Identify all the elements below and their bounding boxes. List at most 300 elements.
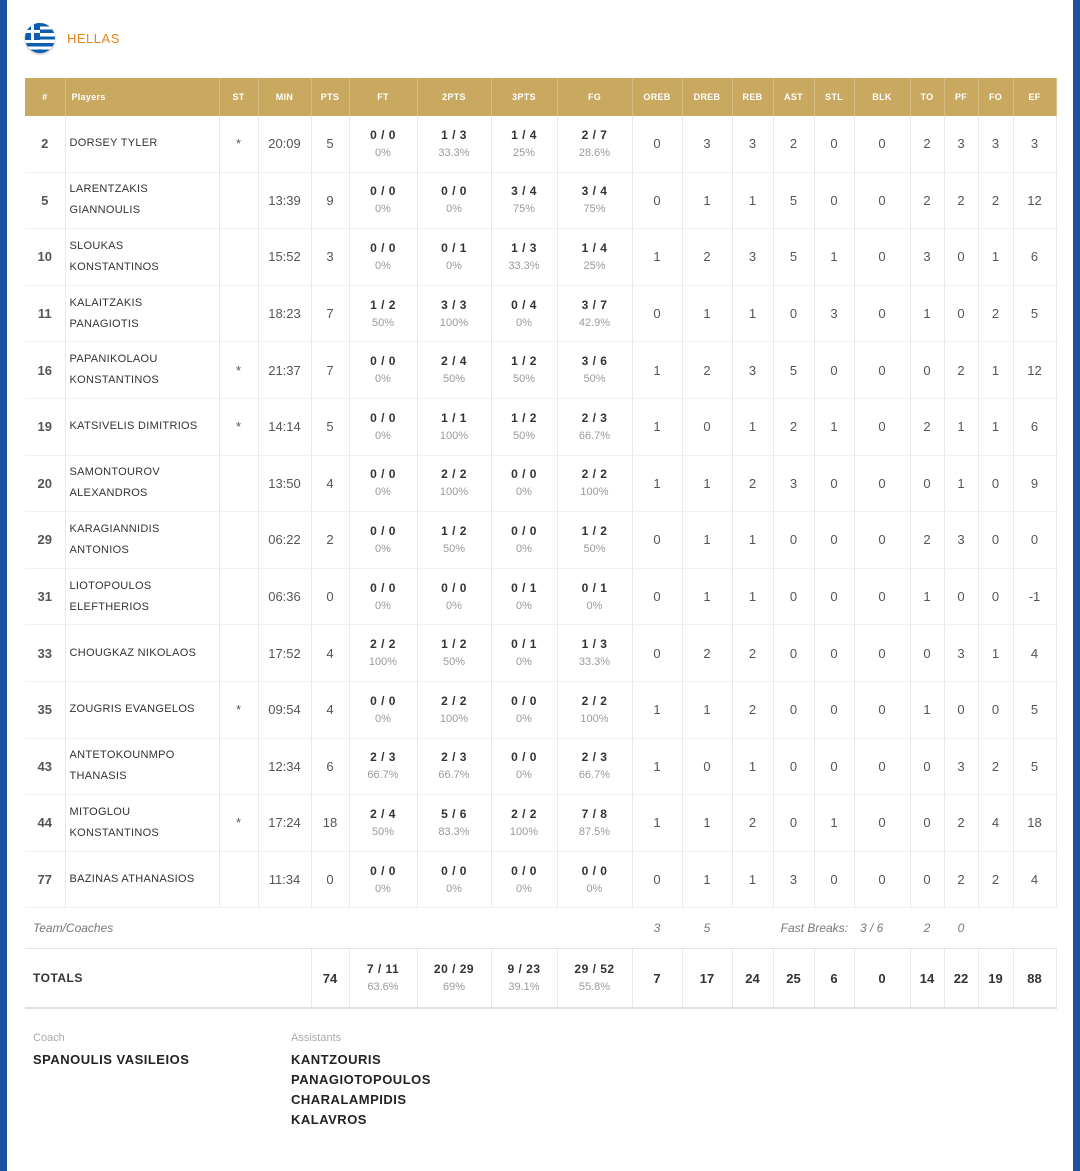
stl-cell: 0 [814, 738, 854, 795]
player-name-line: SLOUKAS [69, 239, 124, 252]
player-row[interactable] [25, 738, 1056, 795]
to-cell: 2 [910, 116, 944, 172]
starter-marker [219, 851, 258, 908]
two-pointers-made: 1 / 1 [441, 410, 467, 425]
points-cell: 0 [311, 568, 349, 625]
coach-name[interactable]: SPANOULIS VASILEIOS [33, 1052, 190, 1067]
field-goals-made: 1 / 3 [581, 637, 608, 652]
free-throws-pct: 0% [375, 486, 391, 499]
field-goals-pct: 66.7% [578, 429, 611, 442]
free-throws-cell [349, 738, 417, 795]
team-coaches-row [25, 908, 1056, 949]
player-name[interactable] [65, 512, 219, 569]
reb-cell: 3 [732, 229, 773, 286]
column-header[interactable]: TO [910, 78, 944, 116]
oreb-cell: 0 [632, 285, 682, 342]
free-throws-made: 0 / 0 [370, 580, 396, 595]
fast-breaks-label: Fast Breaks: [732, 908, 854, 949]
player-number: 29 [25, 512, 65, 569]
oreb-cell: 0 [632, 625, 682, 682]
player-number: 44 [25, 795, 65, 852]
minutes-cell: 17:52 [258, 625, 311, 682]
minutes-cell: 13:39 [258, 172, 311, 229]
player-name-line: ALEXANDROS [69, 487, 148, 500]
totals-label: TOTALS [25, 949, 311, 1009]
player-row[interactable] [25, 512, 1056, 569]
player-name-line: MITOGLOU [69, 805, 131, 818]
to-cell: 0 [910, 455, 944, 512]
player-row[interactable] [25, 172, 1056, 229]
column-header[interactable]: PTS [311, 78, 349, 116]
points-cell: 6 [311, 738, 349, 795]
reb-cell: 1 [732, 172, 773, 229]
field-goals-cell [557, 568, 632, 625]
free-throws-made: 2 / 3 [370, 750, 396, 765]
totals-two-pointers-cell [417, 949, 491, 1009]
field-goals-pct: 28.6% [578, 146, 611, 159]
assistant-list [291, 1050, 431, 1130]
column-header[interactable]: Players [65, 78, 219, 116]
blk-cell: 0 [854, 851, 910, 908]
reb-cell: 2 [732, 795, 773, 852]
oreb-cell: 1 [632, 795, 682, 852]
assistant-name[interactable]: KALAVROS [291, 1112, 367, 1127]
free-throws-made: 0 / 0 [370, 410, 396, 425]
starter-marker [219, 229, 258, 286]
oreb-cell: 1 [632, 398, 682, 455]
player-name-line: KATSIVELIS DIMITRIOS [69, 420, 198, 433]
player-row[interactable] [25, 625, 1056, 682]
fo-cell: 3 [978, 116, 1013, 172]
starter-marker: * [219, 342, 258, 399]
totals-free-throws-pct: 63.6% [367, 981, 399, 994]
totals-oreb-cell: 7 [632, 949, 682, 1009]
player-name[interactable] [65, 738, 219, 795]
points-cell: 4 [311, 455, 349, 512]
starter-marker [219, 625, 258, 682]
column-header[interactable]: DREB [682, 78, 732, 116]
ast-cell: 0 [773, 512, 814, 569]
free-throws-pct: 0% [375, 429, 391, 442]
reb-cell: 1 [732, 512, 773, 569]
three-pointers-cell [491, 285, 557, 342]
two-pointers-made: 0 / 0 [441, 863, 467, 878]
three-pointers-cell [491, 116, 557, 172]
free-throws-cell [349, 398, 417, 455]
stl-cell: 0 [814, 681, 854, 738]
player-name-line: THANASIS [69, 770, 127, 783]
ast-cell: 2 [773, 116, 814, 172]
player-name[interactable] [65, 229, 219, 286]
pf-cell: 3 [944, 738, 978, 795]
three-pointers-made: 0 / 0 [511, 467, 537, 482]
player-name[interactable] [65, 681, 219, 738]
two-pointers-cell [417, 116, 491, 172]
field-goals-cell [557, 398, 632, 455]
column-header[interactable]: AST [773, 78, 814, 116]
column-header[interactable]: 3PTS [491, 78, 557, 116]
player-row[interactable] [25, 229, 1056, 286]
table-body [25, 116, 1056, 1008]
field-goals-cell [557, 229, 632, 286]
to-cell: 2 [910, 172, 944, 229]
three-pointers-made: 0 / 0 [511, 693, 537, 708]
three-pointers-made: 1 / 2 [511, 354, 537, 369]
minutes-cell: 14:14 [258, 398, 311, 455]
column-header[interactable]: REB [732, 78, 773, 116]
three-pointers-made: 2 / 2 [511, 806, 537, 821]
to-cell: 0 [910, 625, 944, 682]
two-pointers-pct: 83.3% [438, 825, 470, 838]
player-name[interactable] [65, 398, 219, 455]
team-dreb-cell: 5 [682, 908, 732, 949]
team-name[interactable]: HELLAS [67, 30, 120, 46]
player-name-line: GIANNOULIS [69, 204, 141, 217]
free-throws-pct: 66.7% [367, 769, 399, 782]
starter-marker [219, 512, 258, 569]
totals-dreb-cell: 17 [682, 949, 732, 1009]
field-goals-pct: 100% [580, 712, 609, 725]
three-pointers-made: 1 / 4 [511, 127, 537, 142]
totals-three-pointers-cell [491, 949, 557, 1009]
empty-cell [978, 908, 1056, 949]
three-pointers-pct: 50% [512, 429, 536, 442]
three-pointers-cell [491, 172, 557, 229]
blk-cell: 0 [854, 398, 910, 455]
fo-cell: 2 [978, 172, 1013, 229]
two-pointers-cell [417, 172, 491, 229]
field-goals-made: 0 / 0 [581, 863, 608, 878]
player-row[interactable] [25, 116, 1056, 172]
starter-marker: * [219, 116, 258, 172]
player-name[interactable] [65, 285, 219, 342]
oreb-cell: 0 [632, 851, 682, 908]
pf-cell: 3 [944, 116, 978, 172]
stl-cell: 0 [814, 116, 854, 172]
assistant-name[interactable]: CHARALAMPIDIS [291, 1092, 407, 1107]
dreb-cell: 1 [682, 681, 732, 738]
column-header[interactable]: PF [944, 78, 978, 116]
player-name[interactable] [65, 455, 219, 512]
three-pointers-pct: 100% [509, 825, 539, 838]
pf-cell: 1 [944, 455, 978, 512]
three-pointers-made: 0 / 0 [511, 863, 537, 878]
fo-cell: 4 [978, 795, 1013, 852]
three-pointers-cell [491, 681, 557, 738]
ef-cell: 12 [1013, 172, 1056, 229]
oreb-cell: 1 [632, 342, 682, 399]
field-goals-made: 3 / 4 [581, 184, 608, 199]
player-name-line: KALAITZAKIS [69, 296, 143, 309]
ef-cell: 3 [1013, 116, 1056, 172]
minutes-cell: 13:50 [258, 455, 311, 512]
stl-cell: 1 [814, 229, 854, 286]
three-pointers-pct: 33.3% [508, 259, 540, 272]
ast-cell: 2 [773, 398, 814, 455]
field-goals-cell [557, 172, 632, 229]
to-cell: 0 [910, 342, 944, 399]
ef-cell: 4 [1013, 625, 1056, 682]
field-goals-made: 2 / 3 [581, 750, 608, 765]
free-throws-pct: 0% [375, 599, 391, 612]
dreb-cell: 1 [682, 512, 732, 569]
totals-blk-cell: 0 [854, 949, 910, 1009]
field-goals-made: 2 / 3 [581, 410, 608, 425]
three-pointers-made: 0 / 1 [511, 637, 537, 652]
player-name-line: DORSEY TYLER [69, 137, 158, 150]
field-goals-pct: 25% [583, 259, 606, 272]
field-goals-made: 2 / 2 [581, 467, 608, 482]
totals-free-throws-cell [349, 949, 417, 1009]
totals-field-goals-cell [557, 949, 632, 1009]
reb-cell: 1 [732, 738, 773, 795]
reb-cell: 1 [732, 285, 773, 342]
column-header[interactable]: MIN [258, 78, 311, 116]
column-header[interactable]: FG [557, 78, 632, 116]
three-pointers-made: 3 / 4 [511, 184, 537, 199]
blk-cell: 0 [854, 342, 910, 399]
pf-cell: 2 [944, 851, 978, 908]
player-name[interactable] [65, 625, 219, 682]
totals-ast-cell: 25 [773, 949, 814, 1009]
field-goals-pct: 0% [586, 882, 603, 895]
player-row[interactable] [25, 342, 1056, 399]
blk-cell: 0 [854, 681, 910, 738]
free-throws-made: 0 / 0 [370, 240, 396, 255]
two-pointers-pct: 0% [446, 599, 462, 612]
totals-two-pointers-pct: 69% [442, 981, 466, 994]
player-row[interactable] [25, 285, 1056, 342]
oreb-cell: 1 [632, 738, 682, 795]
player-row[interactable] [25, 795, 1056, 852]
team-to-cell: 2 [910, 908, 944, 949]
two-pointers-made: 1 / 2 [441, 523, 467, 538]
player-name[interactable] [65, 851, 219, 908]
free-throws-cell [349, 568, 417, 625]
column-header[interactable]: 2PTS [417, 78, 491, 116]
two-pointers-made: 0 / 0 [441, 184, 467, 199]
ef-cell: -1 [1013, 568, 1056, 625]
ef-cell: 5 [1013, 681, 1056, 738]
blk-cell: 0 [854, 568, 910, 625]
assistant-name[interactable]: KANTZOURIS [291, 1052, 382, 1067]
free-throws-pct: 50% [371, 825, 395, 838]
minutes-cell: 06:22 [258, 512, 311, 569]
column-header[interactable]: FT [349, 78, 417, 116]
dreb-cell: 2 [682, 342, 732, 399]
three-pointers-pct: 0% [516, 882, 532, 895]
player-number: 77 [25, 851, 65, 908]
three-pointers-cell [491, 342, 557, 399]
player-name-line: KARAGIANNIDIS [69, 522, 160, 535]
reb-cell: 3 [732, 342, 773, 399]
reb-cell: 1 [732, 851, 773, 908]
fo-cell: 1 [978, 398, 1013, 455]
free-throws-made: 0 / 0 [370, 127, 396, 142]
two-pointers-cell [417, 398, 491, 455]
stl-cell: 0 [814, 851, 854, 908]
player-row[interactable] [25, 398, 1056, 455]
three-pointers-made: 1 / 3 [511, 240, 537, 255]
pf-cell: 2 [944, 795, 978, 852]
stl-cell: 0 [814, 568, 854, 625]
three-pointers-pct: 0% [516, 316, 532, 329]
pf-cell: 0 [944, 285, 978, 342]
three-pointers-cell [491, 512, 557, 569]
three-pointers-cell [491, 851, 557, 908]
player-row[interactable] [25, 681, 1056, 738]
field-goals-made: 3 / 7 [581, 297, 608, 312]
player-name-line: PANAGIOTIS [69, 317, 139, 330]
three-pointers-pct: 0% [516, 486, 532, 499]
field-goals-cell [557, 851, 632, 908]
three-pointers-pct: 50% [512, 373, 536, 386]
blk-cell: 0 [854, 512, 910, 569]
three-pointers-cell [491, 398, 557, 455]
two-pointers-pct: 100% [439, 429, 469, 442]
three-pointers-cell [491, 229, 557, 286]
starter-marker [219, 172, 258, 229]
player-name[interactable] [65, 795, 219, 852]
field-goals-cell [557, 285, 632, 342]
field-goals-pct: 50% [583, 373, 606, 386]
two-pointers-made: 2 / 2 [441, 693, 467, 708]
three-pointers-pct: 0% [516, 542, 532, 555]
free-throws-made: 2 / 4 [370, 806, 396, 821]
two-pointers-pct: 50% [442, 542, 466, 555]
free-throws-cell [349, 342, 417, 399]
assistant-name[interactable]: PANAGIOTOPOULOS [291, 1072, 431, 1087]
column-header[interactable]: OREB [632, 78, 682, 116]
totals-ef-cell: 88 [1013, 949, 1056, 1009]
two-pointers-cell [417, 229, 491, 286]
free-throws-made: 0 / 0 [370, 467, 396, 482]
totals-two-pointers-made: 20 / 29 [433, 962, 475, 977]
three-pointers-made: 0 / 0 [511, 750, 537, 765]
totals-pf-cell: 22 [944, 949, 978, 1009]
column-header[interactable]: EF [1013, 78, 1056, 116]
stl-cell: 1 [814, 398, 854, 455]
player-name[interactable] [65, 342, 219, 399]
player-name-line: KONSTANTINOS [69, 826, 160, 839]
fo-cell: 0 [978, 512, 1013, 569]
totals-three-pointers-pct: 39.1% [508, 981, 540, 994]
two-pointers-made: 2 / 2 [441, 467, 467, 482]
three-pointers-made: 0 / 0 [511, 523, 537, 538]
column-header[interactable]: FO [978, 78, 1013, 116]
two-pointers-made: 1 / 3 [441, 127, 467, 142]
to-cell: 2 [910, 398, 944, 455]
player-name-line: LIOTOPOULOS [69, 579, 152, 592]
free-throws-cell [349, 229, 417, 286]
column-header[interactable]: STL [814, 78, 854, 116]
reb-cell: 3 [732, 116, 773, 172]
player-name[interactable] [65, 172, 219, 229]
dreb-cell: 2 [682, 229, 732, 286]
field-goals-pct: 33.3% [578, 656, 611, 669]
points-cell: 5 [311, 116, 349, 172]
two-pointers-cell [417, 625, 491, 682]
points-cell: 7 [311, 285, 349, 342]
dreb-cell: 2 [682, 625, 732, 682]
three-pointers-pct: 0% [516, 656, 532, 669]
blk-cell: 0 [854, 455, 910, 512]
stl-cell: 3 [814, 285, 854, 342]
field-goals-cell [557, 738, 632, 795]
to-cell: 1 [910, 568, 944, 625]
free-throws-pct: 50% [371, 316, 395, 329]
ef-cell: 4 [1013, 851, 1056, 908]
coach-label: Coach [33, 1032, 65, 1044]
points-cell: 9 [311, 172, 349, 229]
player-name-line: KONSTANTINOS [69, 374, 160, 387]
fo-cell: 1 [978, 625, 1013, 682]
oreb-cell: 1 [632, 681, 682, 738]
player-row[interactable] [25, 851, 1056, 908]
to-cell: 1 [910, 681, 944, 738]
points-cell: 4 [311, 625, 349, 682]
fo-cell: 0 [978, 568, 1013, 625]
column-header[interactable]: # [25, 78, 65, 116]
column-header[interactable]: BLK [854, 78, 910, 116]
blk-cell: 0 [854, 229, 910, 286]
player-row[interactable] [25, 568, 1056, 625]
free-throws-pct: 0% [375, 882, 391, 895]
three-pointers-cell [491, 625, 557, 682]
three-pointers-pct: 0% [516, 712, 532, 725]
free-throws-made: 0 / 0 [370, 523, 396, 538]
team-pf-cell: 0 [944, 908, 978, 949]
dreb-cell: 1 [682, 172, 732, 229]
three-pointers-pct: 25% [512, 146, 536, 159]
three-pointers-cell [491, 795, 557, 852]
three-pointers-made: 1 / 2 [511, 410, 537, 425]
dreb-cell: 0 [682, 738, 732, 795]
totals-field-goals-pct: 55.8% [578, 981, 611, 994]
pf-cell: 0 [944, 681, 978, 738]
totals-stl-cell: 6 [814, 949, 854, 1009]
two-pointers-pct: 66.7% [438, 769, 470, 782]
ef-cell: 9 [1013, 455, 1056, 512]
pf-cell: 2 [944, 342, 978, 399]
column-header[interactable]: ST [219, 78, 258, 116]
player-name[interactable] [65, 116, 219, 172]
free-throws-pct: 0% [375, 712, 391, 725]
free-throws-cell [349, 625, 417, 682]
two-pointers-pct: 0% [446, 882, 462, 895]
player-name[interactable] [65, 568, 219, 625]
player-name-line: KONSTANTINOS [69, 260, 160, 273]
greece-flag-icon [25, 23, 55, 53]
assistants-block [291, 1032, 431, 1130]
ast-cell: 3 [773, 851, 814, 908]
to-cell: 3 [910, 229, 944, 286]
totals-fo-cell: 19 [978, 949, 1013, 1009]
free-throws-cell [349, 116, 417, 172]
free-throws-made: 1 / 2 [370, 297, 396, 312]
dreb-cell: 1 [682, 795, 732, 852]
player-name-line: LARENTZAKIS [69, 183, 148, 196]
points-cell: 4 [311, 681, 349, 738]
free-throws-pct: 0% [375, 373, 391, 386]
player-row[interactable] [25, 455, 1056, 512]
player-name-line: CHOUGKAZ NIKOLAOS [69, 646, 197, 659]
team-header [25, 22, 120, 54]
player-number: 33 [25, 625, 65, 682]
fo-cell: 2 [978, 285, 1013, 342]
two-pointers-pct: 100% [439, 712, 469, 725]
oreb-cell: 0 [632, 116, 682, 172]
